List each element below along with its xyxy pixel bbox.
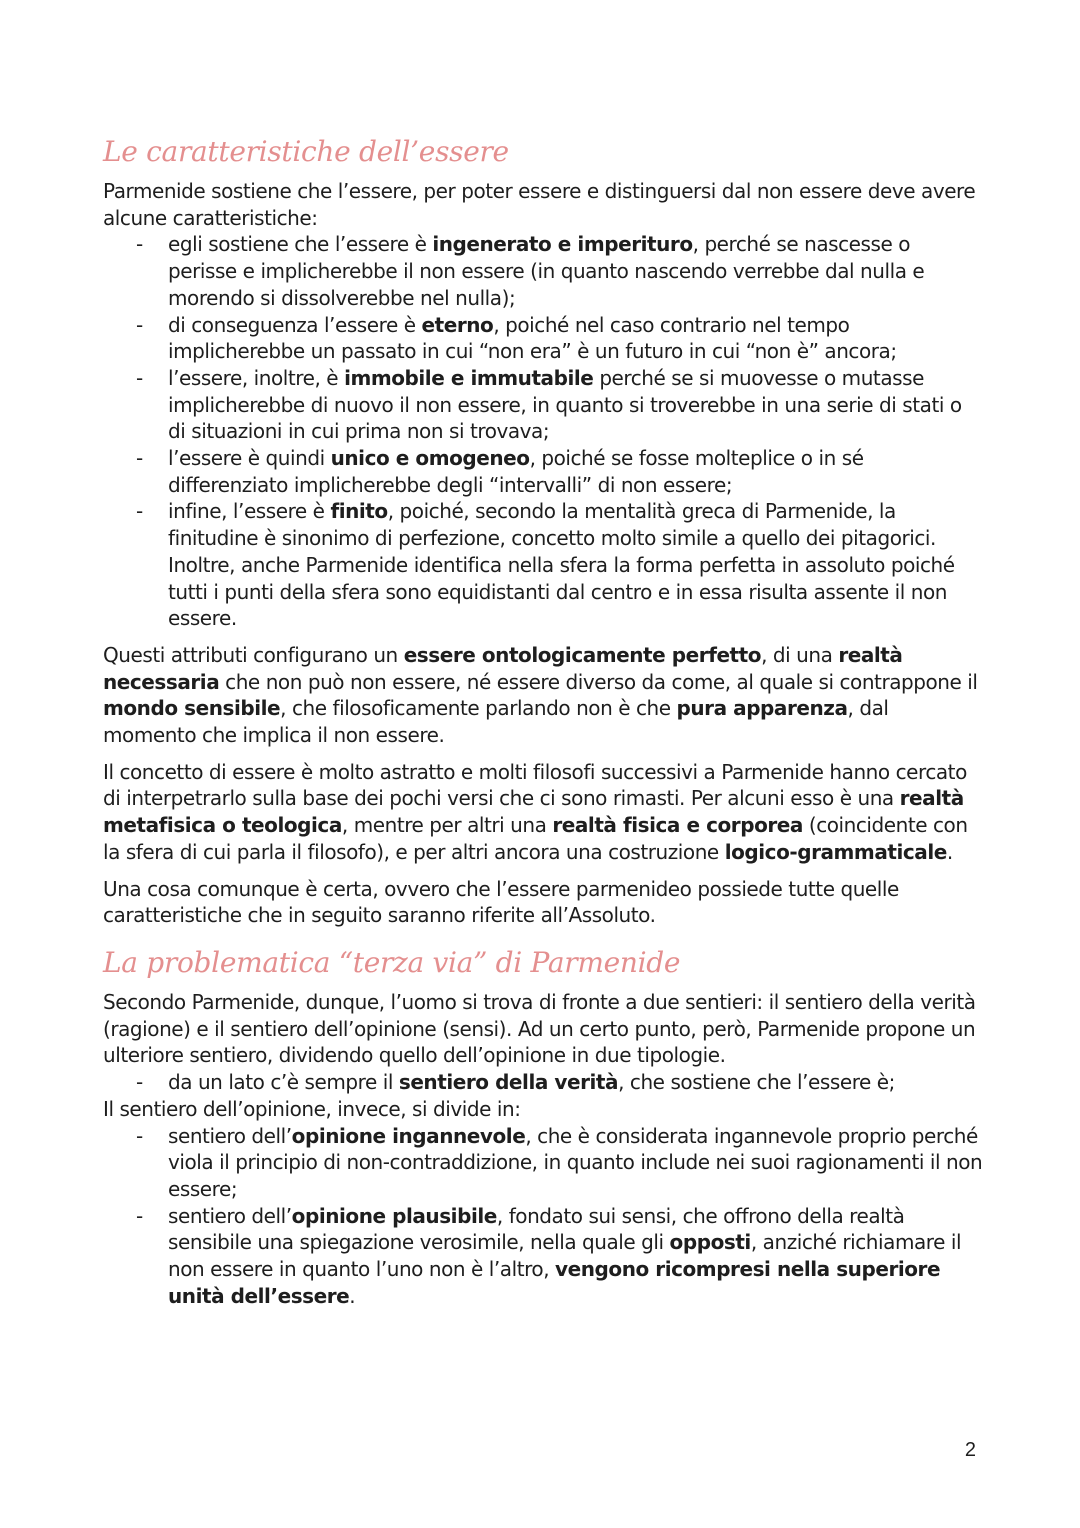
bold-term: realtà fisica e corporea <box>552 813 803 838</box>
section-title: Le caratteristiche dell’essere <box>103 135 509 168</box>
bold-term: sentiero della verità <box>398 1070 619 1095</box>
section-title: La problematica “terza via” di Parmenide <box>103 945 681 979</box>
section-terza-via <box>103 943 984 1309</box>
bullet-item: - da un lato c’è sempre il sentiero della verità, che sostiene che l’essere è; <box>168 1069 984 1096</box>
bold-term: finito <box>330 499 388 524</box>
bold-term: vengono ricompresi nella superiore unità dell’essere <box>168 1257 941 1308</box>
section-caratteristiche <box>103 132 984 929</box>
bold-term: opinione ingannevole <box>291 1123 526 1148</box>
section-intro: Parmenide sostiene che l’essere, per poter essere e distinguersi dal non essere deve avere alcune caratteristiche: <box>103 179 976 230</box>
paragraph: Il concetto di essere è molto astratto e molti filosofi successivi a Parmenide hanno cercato di interpetrarlo sulla base dei pochi versi che ci sono rimasti. Per alcuni esso è una realtà metafisica o teologica, mentre per altri una realtà fisica e corporea (coincidente con la sfera di cui parla il filosofo), e per altri ancora una costruzione logico-grammaticale. <box>103 759 968 864</box>
bullet-item: - l’essere, inoltre, è immobile e immutabile perché se si muovesse o mutasse implicherebbe di nuovo il non essere, in quanto si troverebbe in una serie di stati o di situazioni in cui prima non si trovava; <box>168 365 984 445</box>
bullet-item: - sentiero dell’opinione ingannevole, che è considerata ingannevole proprio perché viola il principio di non-contraddizione, in quanto include nei suoi ragionamenti il non essere; <box>168 1123 984 1203</box>
bold-term: opposti <box>669 1230 751 1255</box>
bullet-item: - egli sostiene che l’essere è ingenerato e imperituro, perché se nascesse o perisse e implicherebbe il non essere (in quanto nascendo verrebbe dal nulla e morendo si dissolverebbe nel nulla); <box>168 231 984 311</box>
bullet-item: - infine, l’essere è finito, poiché, secondo la mentalità greca di Parmenide, la finitudine è sinonimo di perfezione, concetto molto simile a quello dei pitagorici. Inoltre, anche Parmenide identifica nella sfera la forma perfetta in assoluto poiché tutti i punti della sfera sono equidistanti dal centro e in essa risulta assente il non essere. <box>168 498 984 632</box>
bold-term: realtà necessaria <box>103 642 903 694</box>
page-number: 2 <box>964 1439 976 1461</box>
bold-term: realtà metafisica o teologica <box>103 786 964 838</box>
bold-term: immobile e immutabile <box>344 365 594 390</box>
bold-term: logico-grammaticale <box>724 839 947 864</box>
bold-term: ingenerato e imperituro <box>432 232 693 257</box>
bullet-item: - sentiero dell’opinione plausibile, fondato sui sensi, che offrono della realtà sensibile una spiegazione verosimile, nella quale gli opposti, anziché richiamare il non essere in quanto l’uno non è l’altro, vengono ricompresi nella superiore unità dell’essere. <box>168 1203 984 1310</box>
bullet-list <box>103 1123 984 1310</box>
bold-term: essere ontologicamente perfetto <box>403 642 762 667</box>
bold-term: pura apparenza <box>676 696 848 721</box>
section-intro: Secondo Parmenide, dunque, l’uomo si trova di fronte a due sentieri: il sentiero della verità (ragione) e il sentiero dell’opinione (sensi). Ad un certo punto, però, Parmenide propone un ulteriore sentiero, dividendo quello dell’opinione in due tipologie. <box>103 989 976 1068</box>
paragraph: Questi attributi configurano un essere ontologicamente perfetto, di una realtà necessaria che non può non essere, né essere diverso da come, al quale si contrappone il mondo sensibile, che filosoficamente parlando non è che pura apparenza, dal momento che implica il non essere. <box>103 642 978 748</box>
bold-term: unico e omogeneo <box>330 446 530 471</box>
bold-term: eterno <box>421 312 494 337</box>
paragraph: Una cosa comunque è certa, ovvero che l’essere parmenideo possiede tutte quelle caratteristiche che in seguito saranno riferite all’Assoluto. <box>103 876 899 928</box>
bold-term: opinione plausibile <box>291 1203 497 1228</box>
paragraph: Il sentiero dell’opinione, invece, si divide in: <box>103 1096 521 1121</box>
bold-term: mondo sensibile <box>103 696 281 721</box>
bullet-item: - di conseguenza l’essere è eterno, poiché nel caso contrario nel tempo implicherebbe un passato in cui “non era” è un futuro in cui “non è” ancora; <box>168 312 984 365</box>
bullet-list <box>103 231 984 632</box>
bullet-item: - l’essere è quindi unico e omogeneo, poiché se fosse molteplice o in sé differenziato implicherebbe degli “intervalli” di non essere; <box>168 445 984 498</box>
bullet-list <box>103 1069 984 1096</box>
